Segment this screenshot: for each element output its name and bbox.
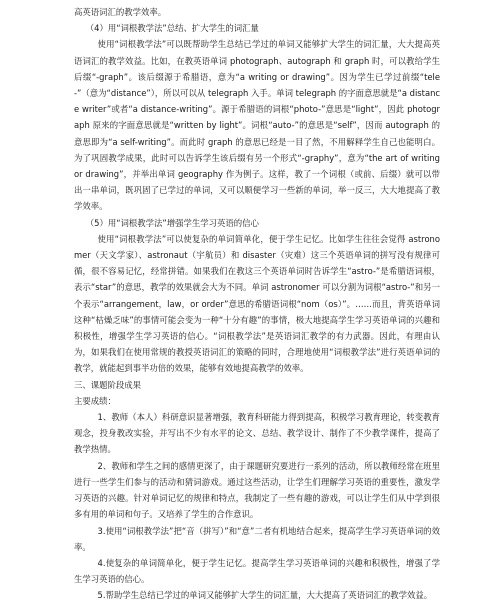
- list-item: 5.帮助学生总结已学过的单词又能够扩大学生的词汇量，大大提高了英语词汇的教学效益。: [97, 590, 433, 601]
- list-item: 2、教师和学生之间的感情更深了，由于课题研究要进行一系列的活动，所以教师经常在班里进行一些学生们参与的活动和猜词游戏。通过这些活动，让学生们理解学习英语的重要性，激发学习英语的兴趣。针对单词记忆的规律和特点，我制定了一些有趣的游戏，可以让学生们从中学到很多有用的单词和句子。又培养了学生的合作意识。: [74, 460, 440, 520]
- subheading: 主要成绩：: [74, 395, 116, 406]
- section-heading: 三、课题阶段成果: [74, 379, 141, 390]
- paragraph: 使用“词根教学法”可以既帮助学生总结已学过的单词又能够扩大学生的词汇量，大大提高英语词汇的教学效益。比如，在教英语单词 photograph、autograph 和 graph 时，可以教给学生后缀“-graph”。该后缀源于希腊语，意为“a writing or drawing”。因为学生已学过前缀“tele-”（意为“distance”），所以可以从 telegraph 入手。单词 telegraph 的字面意思就是“a distance writer”或者“a distance-writing”。源于希腊语的词根“photo-”意思是“light”，因此 photograph 原来的字面意思就是“written by light”。词根“auto-”的意思是“self”，因而 autograph 的意思即为“a self-writing”。而此时 graph 的意思已经是一目了然，不用解释学生自己也能明白。为了巩固教学成果，此时可以告诉学生该后缀有另一个形式“-graphy”，意为“the art of writing or drawing”，并举出单词 geography 作为例子。这样，教了一个词根（或前、后缀）就可以带出一串单词，既巩固了已学过的单词，又可以顺便学习一些新的单词，举一反三，大大地提高了教学效率。: [74, 39, 440, 212]
- text-line: 高英语词汇的教学效率。: [74, 7, 167, 17]
- list-item: 1、教师（本人）科研意识显著增强，教育科研能力得到提高，积极学习教育理论，转变教育观念，投身教改实验，并写出不少有水平的论文、总结、教学设计、制作了不少教学课件，提高了教学热情。: [74, 412, 440, 455]
- paragraph: 使用“词根教学法”可以使复杂的单词简单化，便于学生记忆。比如学生往往会觉得 astronomer（天文学家）、astronaut（宇航员）和 disaster（灾难）这三个英语单词的拼写没有规律可循，很不容易记忆，经常拼错。如果我们在教这三个英语单词时告诉学生“astro-”是希腊语词根，表示“star”的意思，教学的效果就会大为不同。单词 astronomer 可以分割为词根“astro-”和另一个表示“arrangement，law，or order”意思的希腊语词根“nom（os）”。……而且，背英语单词这种“枯燥乏味”的事情可能会变为一种“十分有趣”的事情，极大地提高学生学习英语单词的兴趣和积极性，增强学生学习英语的信心。“词根教学法”是英语词汇教学的有力武器。因此，有理由认为，如果我们在使用常规的教授英语词汇的策略的同时，合理地使用“词根教学法”进行英语单词的教学，就能起到事半功倍的效果，能够有效地提高教学的效率。: [74, 233, 440, 374]
- section-heading: （5）用“词根教学法”增强学生学习英语的信心: [85, 217, 259, 228]
- list-item: 4.使复杂的单词简单化，便于学生记忆。提高学生学习英语单词的兴趣和积极性，增强了学生学习英语的信心。: [74, 557, 440, 585]
- section-heading: （4）用“词根教学法”总结、扩大学生的词汇量: [85, 23, 259, 34]
- list-item: 3.使用“词根教学法”把“音（拼写）”和“意”二者有机地结合起来，提高学生学习英语单词的效率。: [74, 525, 440, 552]
